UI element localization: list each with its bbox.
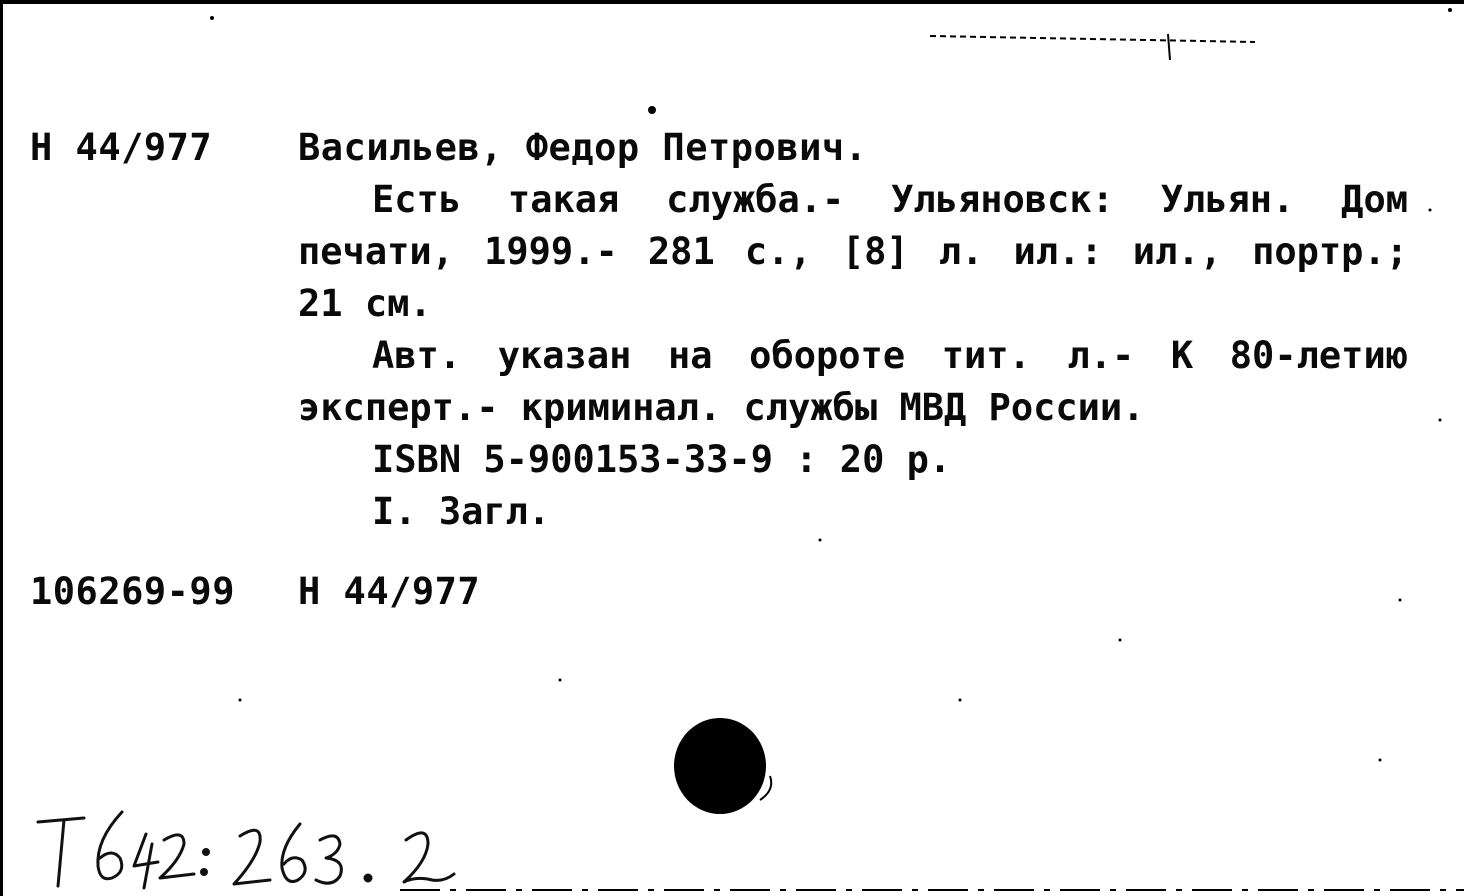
card-left-edge: [0, 0, 3, 896]
tracings-line: I. Загл.: [372, 490, 551, 533]
punch-hole: [674, 718, 766, 814]
title-imprint-paragraph: Есть такая служба.- Ульяновск: Ульян. Дом печати, 1999.- 281 с., [8] л. ил.: ил., портр.; 21 см.: [298, 178, 1408, 325]
bibliographic-description: [298, 174, 1408, 538]
handwritten-classification-code: [34, 800, 464, 896]
inventory-number: 106269-99: [30, 570, 235, 613]
card-top-edge: [0, 0, 1464, 4]
author-heading: Васильев, Федор Петрович.: [298, 126, 868, 169]
shelfmark: Н 44/977: [298, 570, 481, 613]
isbn-price-line: ISBN 5-900153-33-9 : 20 р.: [372, 438, 952, 481]
notes-paragraph: Авт. указан на обороте тит. л.- К 80-летию эксперт.- криминал. службы МВД России.: [298, 334, 1408, 429]
call-number: Н 44/977: [30, 126, 213, 169]
